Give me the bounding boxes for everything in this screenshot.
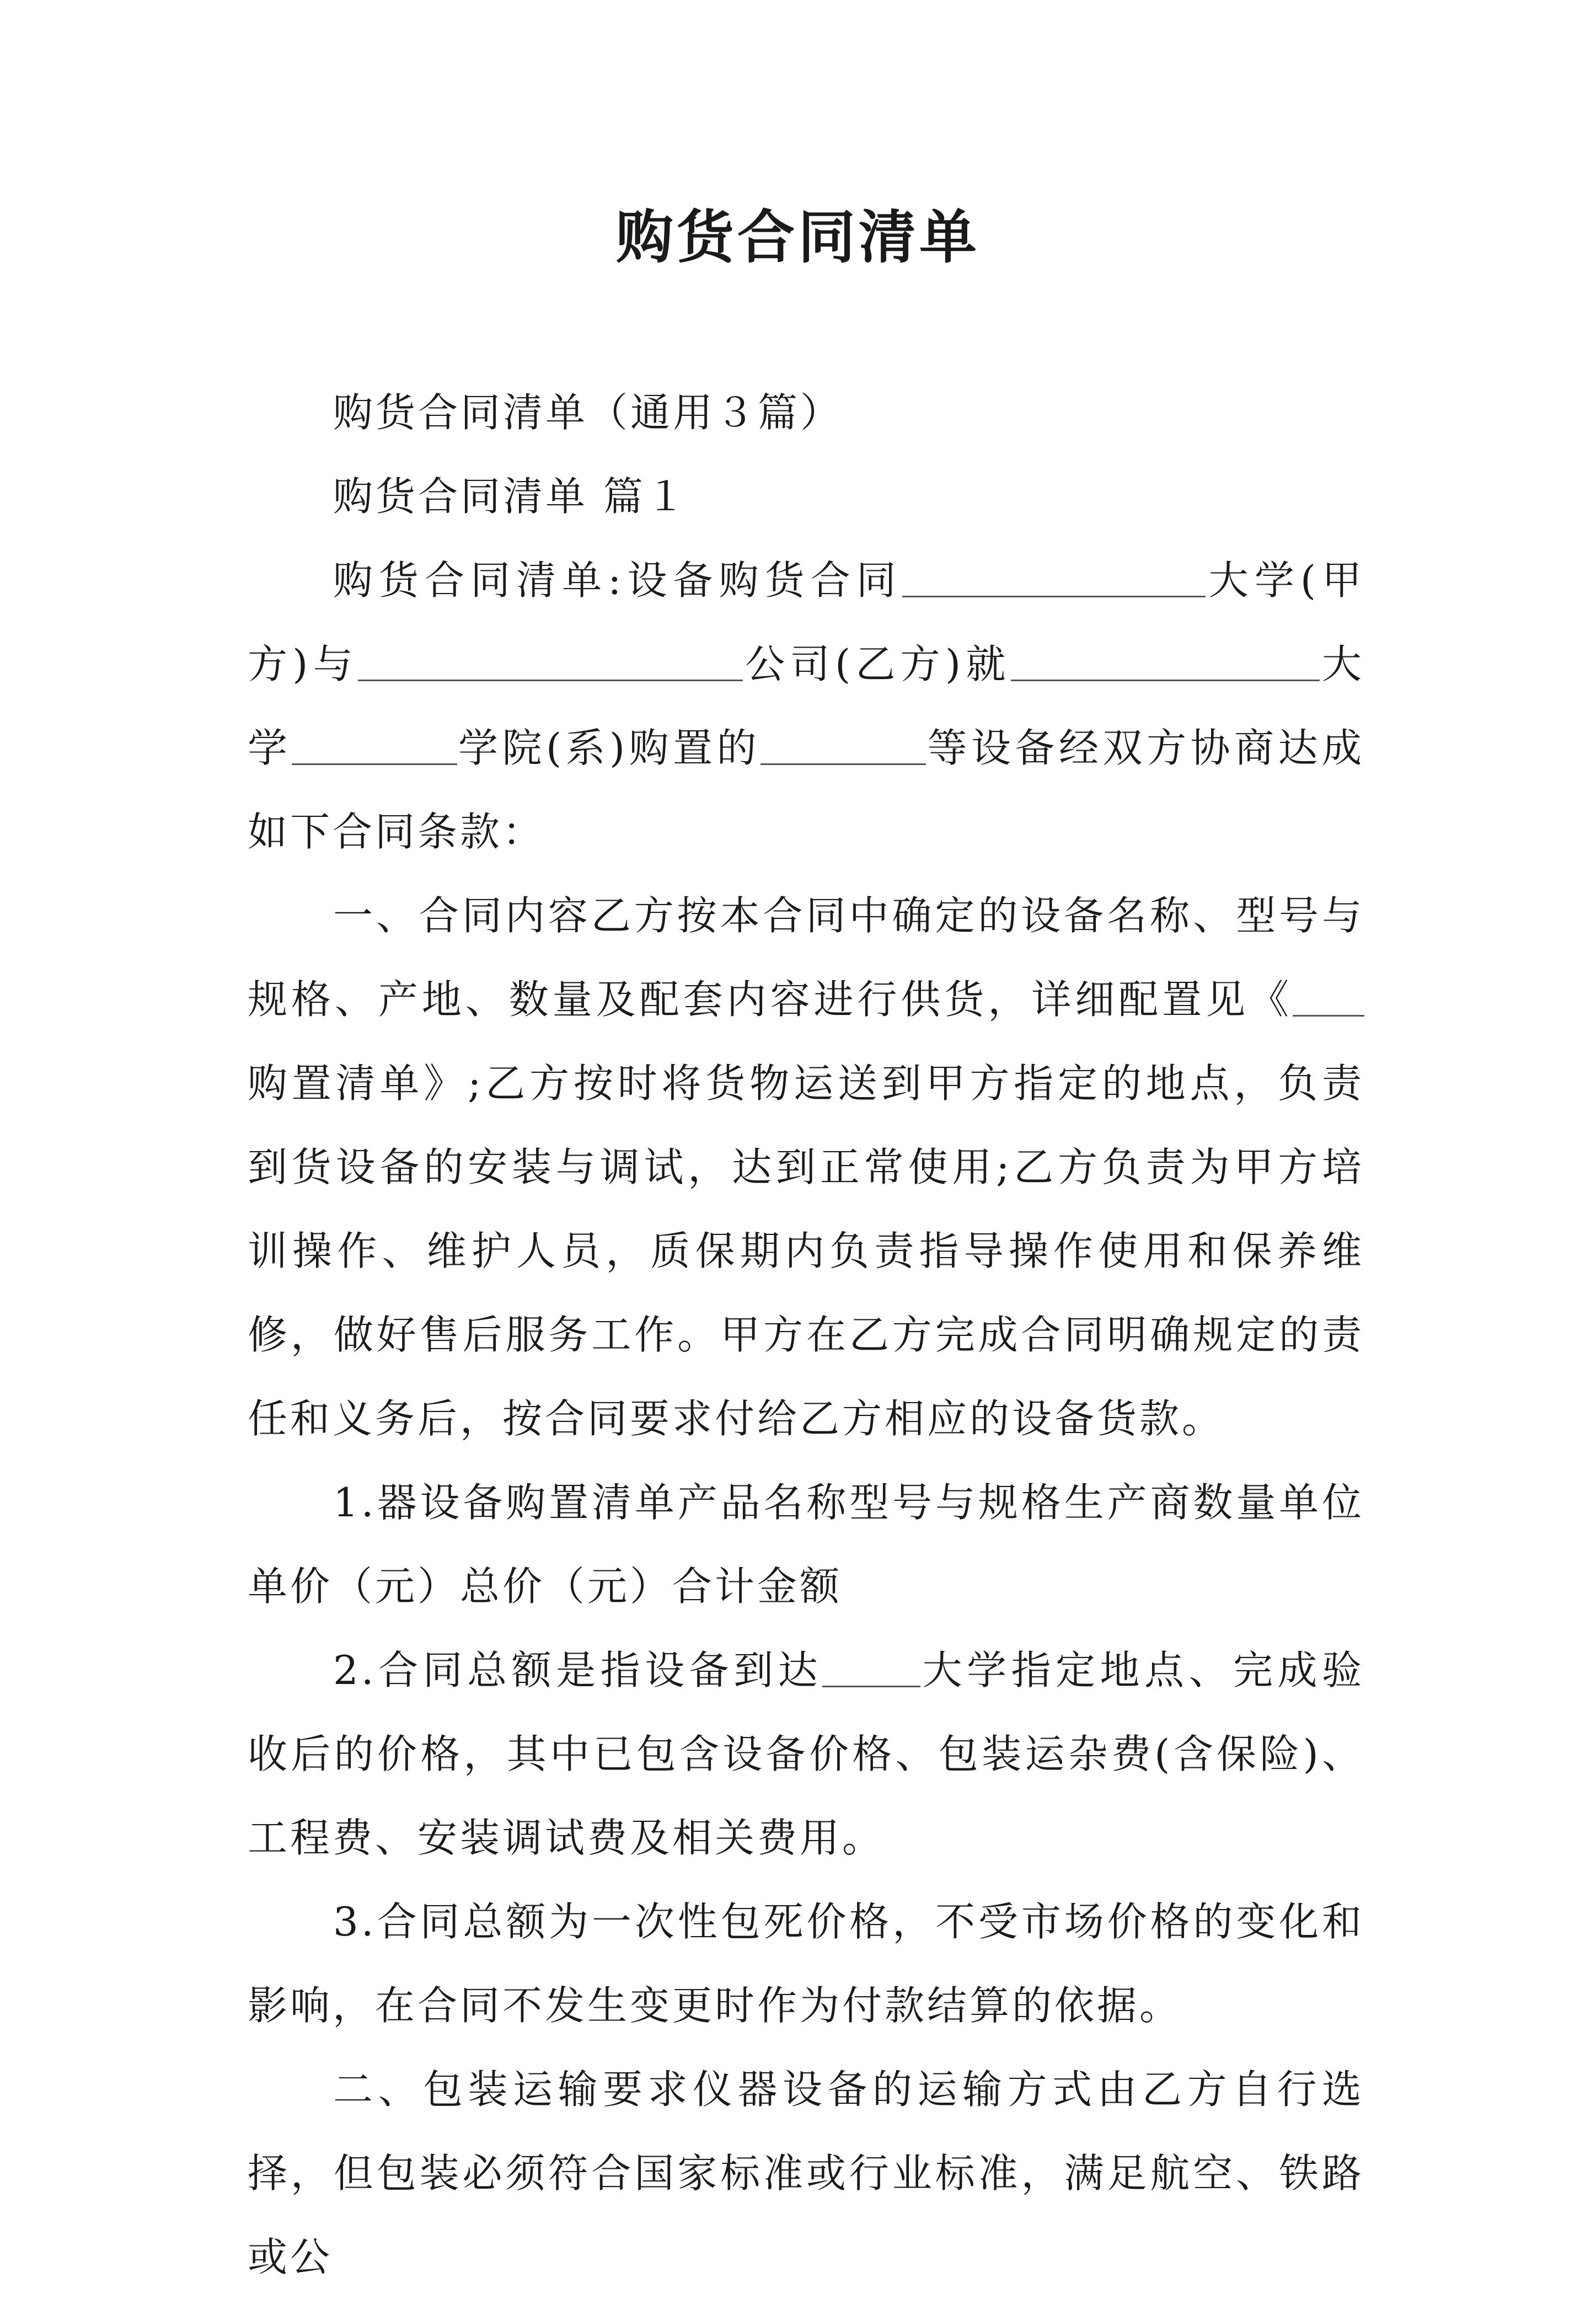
intro-text-3: 大学: [248, 641, 1364, 771]
intro-paragraph: [248, 538, 1364, 874]
item-3-paragraph: 3.合同总额为一次性包死价格，不受市场价格的变化和影响，在合同不发生变更时作为付款结算的依据。: [248, 1899, 1364, 2029]
document-title: 购货合同清单: [615, 204, 980, 271]
blank-line: [1293, 975, 1364, 1017]
intro-text-2: 公司(乙方)就: [743, 641, 1011, 687]
part-heading: 购货合同清单 篇１: [333, 473, 688, 520]
intro-lead: 购货合同清单:设备购货合同: [333, 557, 902, 603]
item-2-lead: 2.合同总额是指设备到达: [333, 1647, 823, 1693]
item-2-paragraph: [248, 1628, 1364, 1880]
series-heading: 购货合同清单（通用３篇）: [333, 389, 843, 436]
blank-line: [292, 724, 457, 765]
clause-1-rest: 购置清单》;乙方按时将货物运送到甲方指定的地点，负责到货设备的安装与调试，达到正常使用;乙方负责为甲方培训操作、维护人员，质保期内负责指导操作使用和保养维修，做好售后服务工作。甲方在乙方完成合同明确规定的责任和义务后，按合同要求付给乙方相应的设备货款。: [248, 1060, 1364, 1442]
blank-line: [822, 1646, 920, 1687]
item-1-paragraph: 1.器设备购置清单产品名称型号与规格生产商数量单位单价（元）总价（元）合计金额: [248, 1479, 1364, 1610]
blank-line: [358, 640, 743, 681]
intro-text-4: 学院(系)购置的: [457, 725, 761, 771]
clause-2-paragraph: 二、包装运输要求仪器设备的运输方式由乙方自行选择，但包装必须符合国家标准或行业标准，满足航空、铁路或公: [248, 2066, 1364, 2280]
document-body: [248, 371, 1364, 2299]
item-2-rest: 大学指定地点、完成验收后的价格，其中已包含设备价格、包装运杂费(含保险)、工程费、安装调试费及相关费用。: [248, 1647, 1364, 1861]
clause-1-lead: 一、合同内容乙方按本合同中确定的设备名称、型号与规格、产地、数量及配套内容进行供货，详细配置见《: [248, 892, 1364, 1023]
clause-1-paragraph: [248, 874, 1364, 1461]
blank-line: [902, 556, 1206, 597]
intro-text-1: 大学(甲方)与: [248, 557, 1364, 687]
blank-line: [760, 724, 926, 765]
intro-text-5: 等设备经双方协商达成如下合同条款：: [248, 725, 1364, 855]
blank-line: [1011, 640, 1320, 681]
